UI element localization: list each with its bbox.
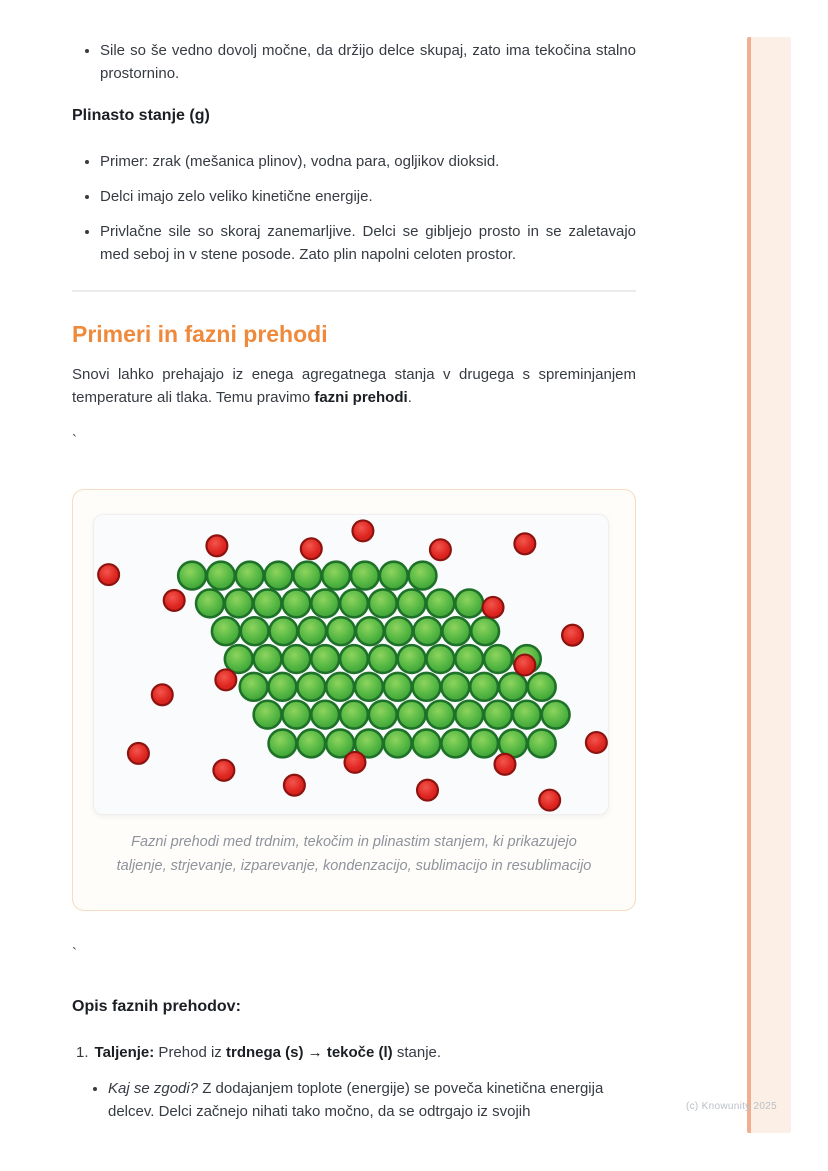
solid-particles-cluster [178,562,569,758]
list-item: • Primer: zrak (mešanica plinov), vodna para, ogljikov dioksid. [100,150,636,173]
list-item: • Privlačne sile so skoraj zanemarljive. Delci se gibljejo prosto in se zaletavajo med seboj in v stene posode. Zato plin napolni celoten prostor. [100,220,636,266]
stray-backtick: ` [72,432,77,449]
figure-card [72,489,636,911]
section-paragraph: Snovi lahko prehajajo iz enega agregatnega stanja v drugega s spreminjanjem temperature ali tlaka. Temu pravimo fazni prehodi. [72,366,636,406]
list-number: 1. [76,1044,89,1061]
figure-caption-line: taljenje, strjevanje, izparevanje, kondenzacijo, sublimacijo in resublimacijo [116,858,592,874]
list-item: • Sile so še vedno dovolj močne, da držijo delce skupaj, zato ima tekočina stalno prostornino. [100,39,636,85]
document-content [72,39,636,1123]
section-divider [72,290,636,292]
particle-illustration-frame [93,514,609,815]
numbered-list-item [72,1041,636,1064]
stray-backtick: ` [72,945,77,962]
list-item-text: Taljenje: Prehod iz trdnega (s) → tekoče (l) stanje. [94,1044,442,1061]
list-item: • Delci imajo zelo veliko kinetične energije. [100,185,636,208]
gas-state-heading: Plinasto stanje (g) [72,107,210,124]
sub-bullet-list [72,1077,636,1123]
watermark-text: (c) Knowunity 2025 [686,1101,778,1112]
section-heading: Primeri in fazni prehodi [72,321,328,347]
list-item: • Kaj se zgodi? Z dodajanjem toplote (energije) se poveča kinetična energija delcev. Delci začnejo nihati tako močno, da se odtrgajo iz svojih [108,1077,636,1123]
page-margin-strip [747,37,791,1133]
phase-description-heading: Opis faznih prehodov: [72,998,241,1015]
particle-illustration [94,515,608,814]
intro-bullet-list [72,39,636,85]
figure-caption [93,830,615,878]
gas-bullet-list [72,150,636,266]
figure-caption-line: Fazni prehodi med trdnim, tekočim in plinastim stanjem, ki prikazujejo [131,834,577,850]
